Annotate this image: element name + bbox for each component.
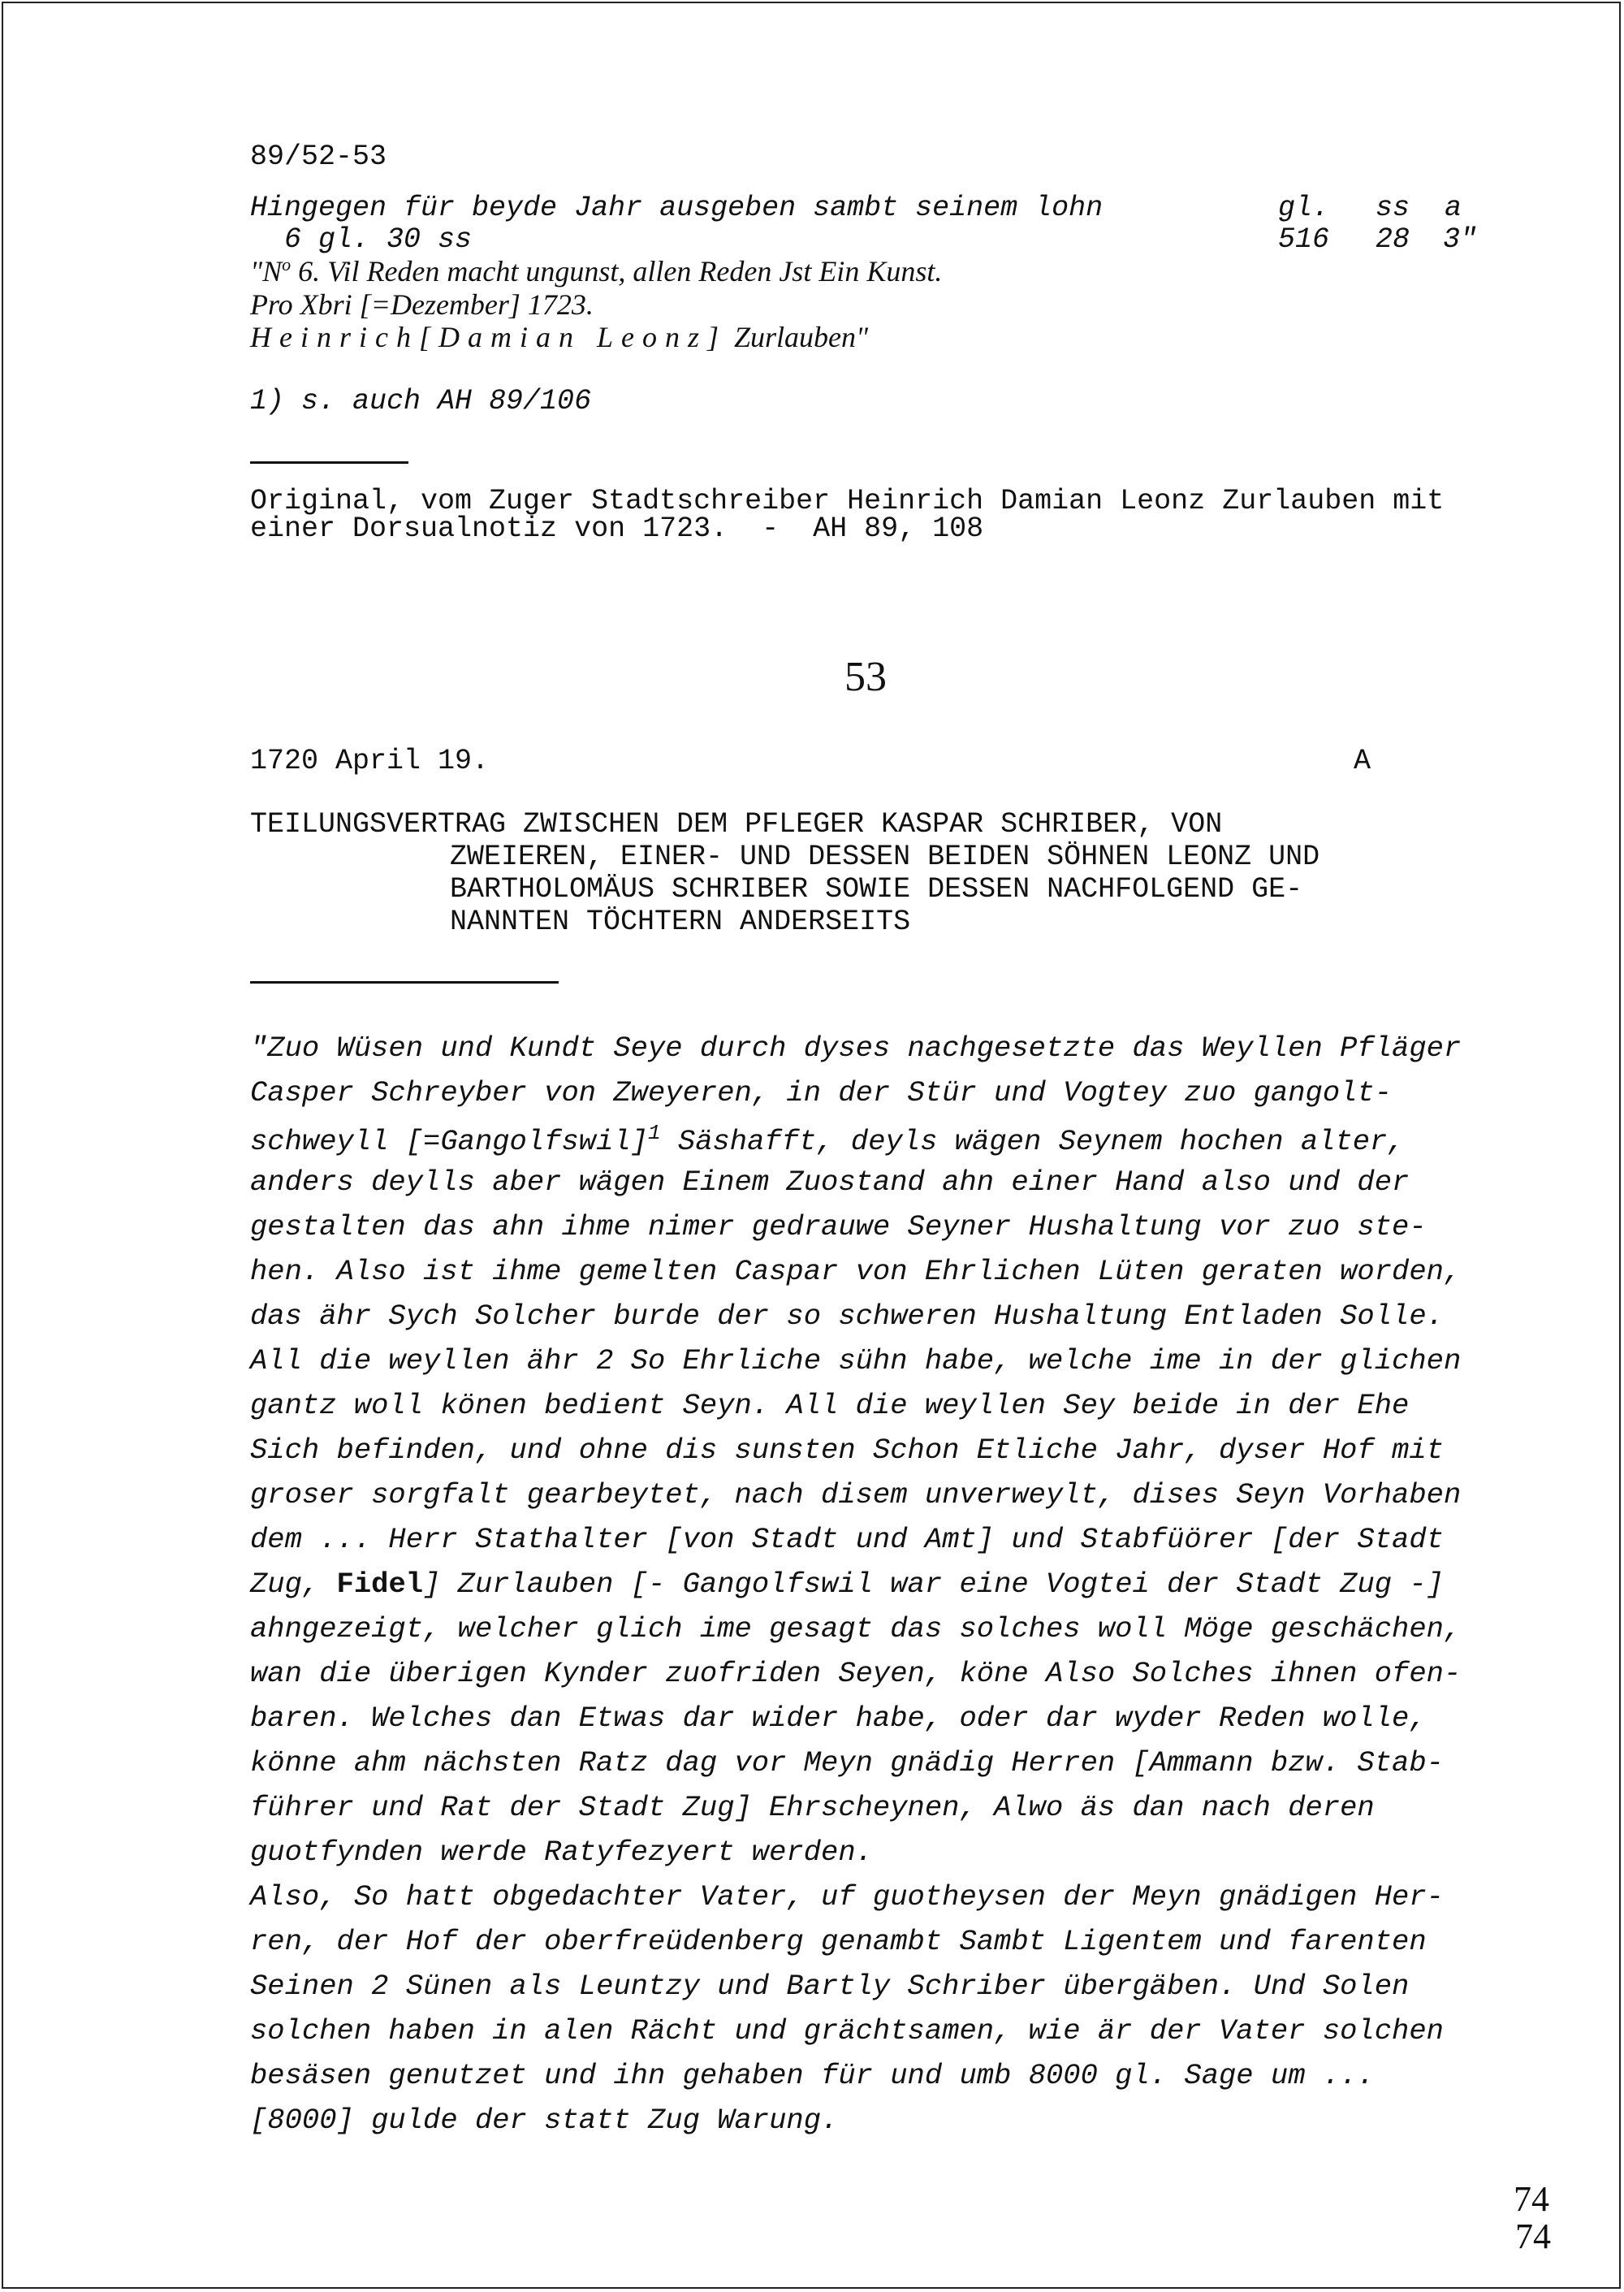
date-marker: A: [1354, 745, 1371, 777]
page-number-handwritten: 74: [1514, 2179, 1549, 2219]
account-value-gl: 516: [1278, 223, 1330, 256]
body-text: Zug,: [250, 1568, 337, 1601]
body-line: baren. Welches dan Etwas dar wider habe, oder dar wyder Reden wolle,: [250, 1702, 1427, 1735]
document-number: 53: [844, 654, 887, 700]
body-line: "Zuo Wüsen und Kundt Seye durch dyses nachgesetzte das Weyllen Pfläger: [250, 1031, 1462, 1065]
body-bold-name: Fidel: [336, 1568, 424, 1601]
body-line: das ähr Sych Solcher burde der so schweren Hushaltung Entladen Solle.: [250, 1300, 1444, 1333]
footnote-marker: 1: [647, 1121, 661, 1145]
body-text: ] Zurlauben [- Gangolfswil war eine Vogtei der Stadt Zug -]: [423, 1568, 1444, 1601]
title-line-3: BARTHOLOMÄUS SCHRIBER SOWIE DESSEN NACHFOLGEND GE-: [450, 873, 1303, 906]
account-line-1: Hingegen für beyde Jahr ausgeben sambt seinem lohn: [250, 192, 1104, 224]
body-line: ahngezeigt, welcher glich ime gesagt das solches woll Möge geschächen,: [250, 1612, 1462, 1645]
body-text: Säshafft, deyls wägen Seynem hochen alter,: [660, 1124, 1405, 1158]
motto-superscript: o: [282, 254, 292, 275]
account-col-gl: gl.: [1278, 192, 1330, 224]
body-line: [8000] gulde der statt Zug Warung.: [250, 2104, 839, 2137]
motto-text: 6. Vil Reden macht ungunst, allen Reden Jst Ein Kunst.: [291, 255, 943, 288]
title-divider-rule: [250, 981, 559, 984]
motto-signature-tail: Zurlauben": [727, 321, 869, 353]
motto-signature-spaced: Heinrich[Damian Leonz]: [250, 321, 727, 353]
header-reference: 89/52-53: [250, 141, 387, 173]
body-line: wan die überigen Kynder zuofriden Seyen, köne Also Solches ihnen ofen-: [250, 1657, 1462, 1690]
page-number-handwritten-2: 74: [1515, 2216, 1551, 2256]
body-line: gantz woll könen bedient Seyn. All die weyllen Sey beide in der Ehe: [250, 1389, 1410, 1422]
body-line: groser sorgfalt gearbeytet, nach disem unverweylt, dises Seyn Vorhaben: [250, 1478, 1462, 1511]
body-line: könne ahm nächsten Ratz dag vor Meyn gnädig Herren [Ammann bzw. Stab-: [250, 1746, 1444, 1780]
body-line: gestalten das ahn ihme nimer gedrauwe Seyner Hushaltung vor zuo ste-: [250, 1210, 1427, 1243]
divider-rule: [250, 461, 408, 464]
motto-line-3: [250, 320, 868, 354]
source-note-line-1: Original, vom Zuger Stadtschreiber Heinrich Damian Leonz Zurlauben mit: [250, 485, 1445, 517]
footnote: 1) s. auch AH 89/106: [250, 385, 592, 417]
body-line: Also, So hatt obgedachter Vater, uf guotheysen der Meyn gnädigen Her-: [250, 1880, 1444, 1914]
account-line-2: 6 gl. 30 ss: [284, 223, 473, 256]
body-line: anders deylls aber wägen Einem Zuostand ahn einer Hand also und der: [250, 1165, 1410, 1199]
motto-prefix: "N: [250, 255, 283, 288]
source-note-line-2: einer Dorsualnotiz von 1723. - AH 89, 108: [250, 512, 984, 545]
account-value-ss: 28: [1376, 223, 1410, 256]
body-line: besäsen genutzet und ihn gehaben für und umb 8000 gl. Sage um ...: [250, 2059, 1375, 2092]
body-line: guotfynden werde Ratyfezyert werden.: [250, 1836, 873, 1869]
account-col-ss: ss: [1376, 192, 1410, 224]
body-line: ren, der Hof der oberfreüdenberg genambt Sambt Ligentem und farenten: [250, 1925, 1427, 1958]
body-line: hen. Also ist ihme gemelten Caspar von Ehrlichen Lüten geraten worden,: [250, 1255, 1462, 1288]
title-line-4: NANNTEN TÖCHTERN ANDERSEITS: [450, 906, 911, 938]
title-line-2: ZWEIEREN, EINER- UND DESSEN BEIDEN SÖHNEN LEONZ UND: [450, 841, 1320, 873]
motto-line-1: [250, 254, 942, 288]
account-col-a: a: [1445, 192, 1462, 224]
body-line: solchen haben in alen Rächt und grächtsamen, wie är der Vater solchen: [250, 2014, 1444, 2048]
body-line: All die weyllen ähr 2 So Ehrliche sühn habe, welche ime in der glichen: [250, 1344, 1462, 1377]
account-value-a: 3": [1443, 223, 1478, 256]
date-line: 1720 April 19.: [250, 745, 490, 777]
body-line: [250, 1121, 1405, 1158]
body-line: Sich befinden, und ohne dis sunsten Schon Etliche Jahr, dyser Hof mit: [250, 1434, 1444, 1467]
body-line: Casper Schreyber von Zweyeren, in der Stür und Vogtey zuo gangolt-: [250, 1076, 1393, 1109]
body-line: [250, 1568, 1444, 1601]
motto-line-2: Pro Xbri [=Dezember] 1723.: [250, 288, 594, 321]
body-line: führer und Rat der Stadt Zug] Ehrscheynen, Alwo äs dan nach deren: [250, 1791, 1375, 1824]
title-line-1: TEILUNGSVERTRAG ZWISCHEN DEM PFLEGER KASPAR SCHRIBER, VON: [250, 808, 1223, 841]
body-text: schweyll [=Gangolfswil]: [250, 1124, 648, 1158]
body-line: dem ... Herr Stathalter [von Stadt und Amt] und Stabfüörer [der Stadt: [250, 1523, 1444, 1556]
body-line: Seinen 2 Sünen als Leuntzy und Bartly Schriber übergäben. Und Solen: [250, 1970, 1410, 2003]
